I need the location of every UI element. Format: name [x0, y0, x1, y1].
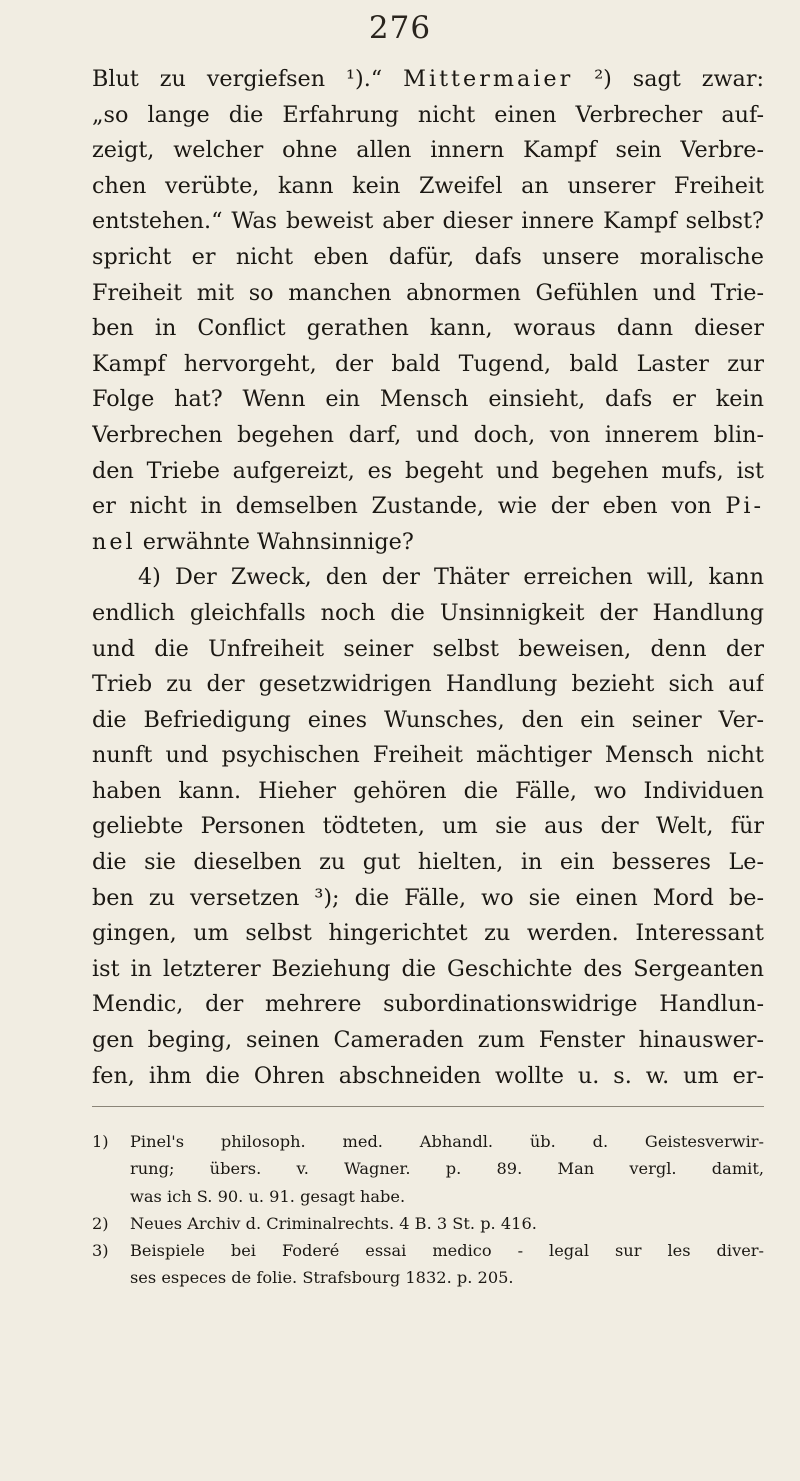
spaced-name: nel	[92, 528, 136, 555]
text-line: Blut zu vergiefsen ¹).“ Mittermaier ²) sagt zwar:	[92, 66, 764, 92]
spaced-name: Mittermaier	[403, 66, 574, 92]
footnote-line: rung; übers. v. Wagner. p. 89. Man vergl. damit,	[130, 1159, 764, 1179]
footnote-2	[92, 1210, 764, 1237]
text-line: chen verübte, kann kein Zweifel an unserer Freiheit	[92, 172, 764, 199]
footnote-mark: 2)	[92, 1213, 109, 1233]
text-line: ben in Conflict gerathen kann, woraus dann dieser	[92, 315, 764, 342]
text-line: haben kann. Hieher gehören die Fälle, wo Individuen	[92, 777, 764, 804]
text-line: Verbrechen begehen darf, und doch, von innerem blin-	[92, 421, 764, 448]
text-line: Kampf hervorgeht, der bald Tugend, bald Laster zur	[92, 350, 764, 377]
text-line: Mendic, der mehrere subordinationswidrige Handlun-	[92, 991, 764, 1018]
text-line: er nicht in demselben Zustande, wie der eben von Pi-	[92, 493, 764, 520]
text-line: ist in letzterer Beziehung die Geschichte des Sergeanten	[92, 955, 764, 982]
text-line: endlich gleichfalls noch die Unsinnigkeit der Handlung	[92, 599, 764, 626]
footnote-mark: 3)	[92, 1240, 109, 1260]
text-line: Freiheit mit so manchen abnormen Gefühlen und Trie-	[92, 279, 764, 306]
text-line: den Triebe aufgereizt, es begeht und begehen mufs, ist	[92, 457, 764, 484]
footnotes	[92, 1128, 764, 1291]
text-line: 4) Der Zweck, den der Thäter erreichen will, kann	[138, 564, 764, 591]
footnote-line: ses especes de folie. Strafsbourg 1832. p. 205.	[130, 1268, 514, 1288]
footnote-mark: 1)	[92, 1132, 109, 1152]
footnote-text	[130, 1237, 764, 1291]
footnote-line: was ich S. 90. u. 91. gesagt habe.	[130, 1186, 406, 1206]
footnote-line: Pinel's philosoph. med. Abhandl. üb. d. Geistesverwir-	[130, 1132, 764, 1152]
text-line: fen, ihm die Ohren abschneiden wollte u. s. w. um er-	[92, 1062, 764, 1089]
body-text	[92, 62, 764, 1094]
footnote-rule	[92, 1106, 764, 1108]
footnote-1	[92, 1128, 764, 1210]
text-line: spricht er nicht eben dafür, dafs unsere moralische	[92, 243, 764, 270]
footnote-text	[130, 1128, 764, 1210]
spaced-name: Pi-	[725, 493, 764, 520]
text-line: und die Unfreiheit seiner selbst beweisen, denn der	[92, 635, 764, 662]
text-line: ben zu versetzen ³); die Fälle, wo sie einen Mord be-	[92, 884, 764, 911]
text-line: geliebte Personen tödteten, um sie aus der Welt, für	[92, 813, 764, 840]
text-line: gen beging, seinen Cameraden zum Fenster hinauswer-	[92, 1027, 764, 1054]
text-line: zeigt, welcher ohne allen innern Kampf sein Verbre-	[92, 137, 764, 164]
text-line: Trieb zu der gesetzwidrigen Handlung bezieht sich auf	[92, 671, 764, 698]
page-number: 276	[368, 10, 432, 46]
footnote-line: Neues Archiv d. Criminalrechts. 4 B. 3 St. p. 416.	[130, 1213, 537, 1233]
footnote-line: Beispiele bei Foderé essai medico - legal sur les diver-	[130, 1240, 764, 1260]
text-line: nel erwähnte Wahnsinnige?	[92, 528, 414, 555]
footnote-text	[130, 1210, 764, 1237]
text-line: die Befriedigung eines Wunsches, den ein seiner Ver-	[92, 706, 764, 733]
footnote-3	[92, 1237, 764, 1291]
text-line: gingen, um selbst hingerichtet zu werden. Interessant	[92, 920, 764, 947]
text-line: „so lange die Erfahrung nicht einen Verbrecher auf-	[92, 101, 764, 128]
text-line: nunft und psychischen Freiheit mächtiger Mensch nicht	[92, 742, 764, 769]
text-line: entstehen.“ Was beweist aber dieser innere Kampf selbst?	[92, 208, 764, 235]
text-line: die sie dieselben zu gut hielten, in ein besseres Le-	[92, 849, 764, 876]
text-line: Folge hat? Wenn ein Mensch einsieht, dafs er kein	[92, 386, 764, 413]
